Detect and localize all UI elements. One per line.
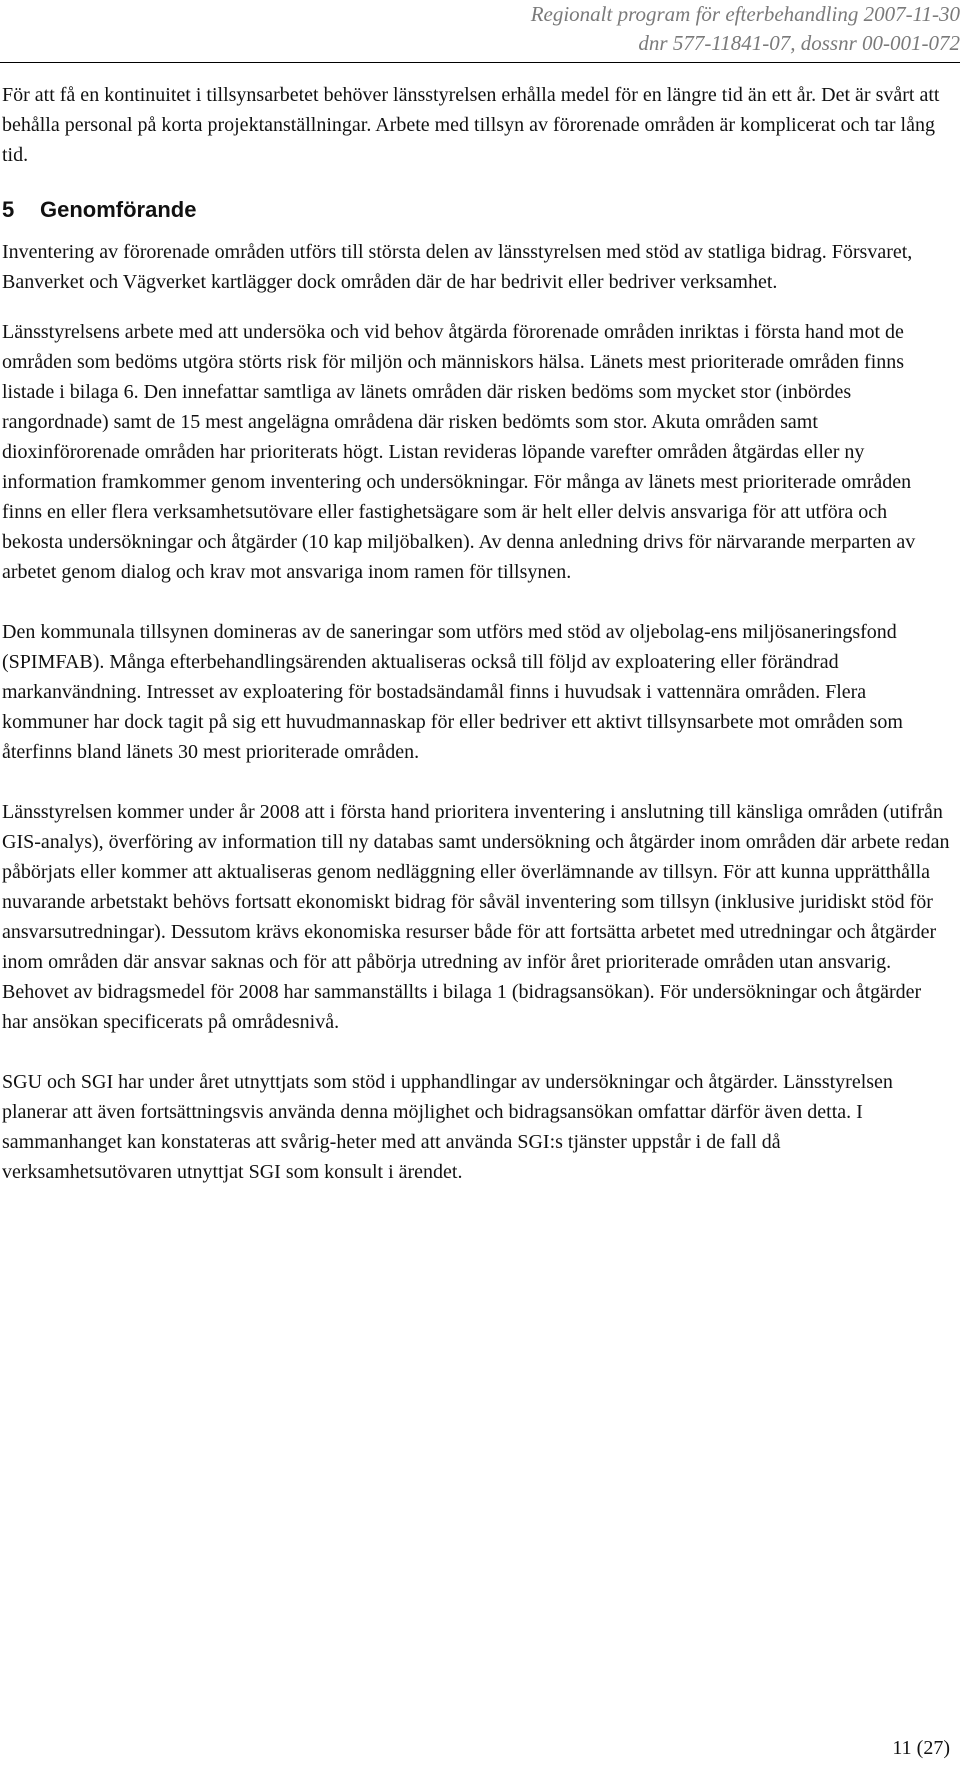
paragraph-county-priorities: Länsstyrelsens arbete med att undersöka och vid behov åtgärda förorenade områden inriktas i första hand mot de områden som bedöms utgöra störts risk för miljön och människors hälsa. Länets mest prioriterade områden finns listade i bilaga 6. Den innefattar samtliga av länets områden där risken bedöms som mycket stor (inbördes rangordnade) samt de 15 mest angelägna områdena där risken bedömts som stor. Akuta områden samt dioxinförorenade områden har prioriterats högt. Listan revideras löpande varefter områden åtgärdas eller ny information framkommer genom inventering och undersökningar. För många av länets mest prioriterade områden finns en eller flera verksamhetsutövare eller fastighetsägare som är helt eller delvis ansvariga för att utföra och bekosta undersökningar och åtgärder (10 kap miljöbalken). Av denna anledning drivs för närvarande merparten av arbetet genom dialog och krav mot ansvariga inom ramen för tillsynen. bbox=[2, 321, 916, 583]
section-heading bbox=[2, 195, 950, 225]
header-reference: dnr 577-11841-07, dossnr 00-001-072 bbox=[638, 31, 960, 55]
header-title: Regionalt program för efterbehandling 2007-11-30 bbox=[530, 2, 960, 26]
paragraph-plans-2008: Länsstyrelsen kommer under år 2008 att i första hand prioritera inventering i anslutning till känsliga områden (utifrån GIS-analys), överföring av information till ny databas samt undersökning och åtgärder inom områden där arbete redan påbörjats eller kommer att aktualiseras genom nedläggning eller överlämnande av tillsyn. För att kunna upprätthålla nuvarande arbetstakt behövs fortsatt ekonomiskt bidrag för såväl inventering som tillsyn (inklusive juridiskt stöd för ansvarsutredningar). Dessutom krävs ekonomiska resurser både för att fortsätta arbetet med utredningar och åtgärder inom områden där ansvar saknas och för att påbörja utredning av inför året prioriterade områden utan ansvarig. Behovet av bidragsmedel för 2008 har sammanställts i bilaga 1 (bidragsansökan). För undersökningar och åtgärder har ansökan specificerats på områdesnivå. bbox=[2, 801, 950, 1033]
paragraph-sgu-sgi: SGU och SGI har under året utnyttjats som stöd i upphandlingar av undersökningar och åtgärder. Länsstyrelsen planerar att även fortsättningsvis använda denna möjlighet och bidragsansökan omfattar därför även detta. I sammanhanget kan konstateras att svårig-heter med att använda SGI:s tjänster uppstår i de fall då verksamhetsutövaren utnyttjat SGI som konsult i ärendet. bbox=[2, 1071, 893, 1183]
section-number: 5 bbox=[2, 197, 15, 222]
header-divider bbox=[0, 62, 960, 63]
paragraph-inventory: Inventering av förorenade områden utförs till största delen av länsstyrelsen med stöd av statliga bidrag. Försvaret, Banverket och Vägverket kartlägger dock områden där de har bedrivit eller bedriver verksamhet. bbox=[2, 241, 913, 293]
page-header bbox=[260, 0, 960, 58]
paragraph-municipal-supervision: Den kommunala tillsynen domineras av de saneringar som utförs med stöd av oljebolag-ens miljösaneringsfond (SPIMFAB). Många efterbehandlingsärenden aktualiseras också till följd av exploatering eller förändrad markanvändning. Intresset av exploatering för bostadsändamål finns i huvudsak i vattennära områden. Flera kommuner har dock tagit på sig ett huvudmannaskap för eller bedriver ett aktivt tillsynsarbete mot områden som återfinns bland länets 30 mest prioriterade områden. bbox=[2, 621, 903, 763]
section-title: Genomförande bbox=[40, 197, 197, 222]
page-number: 11 (27) bbox=[892, 1737, 950, 1759]
paragraph-funding-continuity: För att få en kontinuitet i tillsynsarbetet behöver länsstyrelsen erhålla medel för en längre tid än ett år. Det är svårt att behålla personal på korta projektanställningar. Arbete med tillsyn av förorenade områden är komplicerat och tar lång tid. bbox=[2, 84, 940, 166]
document-body bbox=[2, 80, 950, 1187]
